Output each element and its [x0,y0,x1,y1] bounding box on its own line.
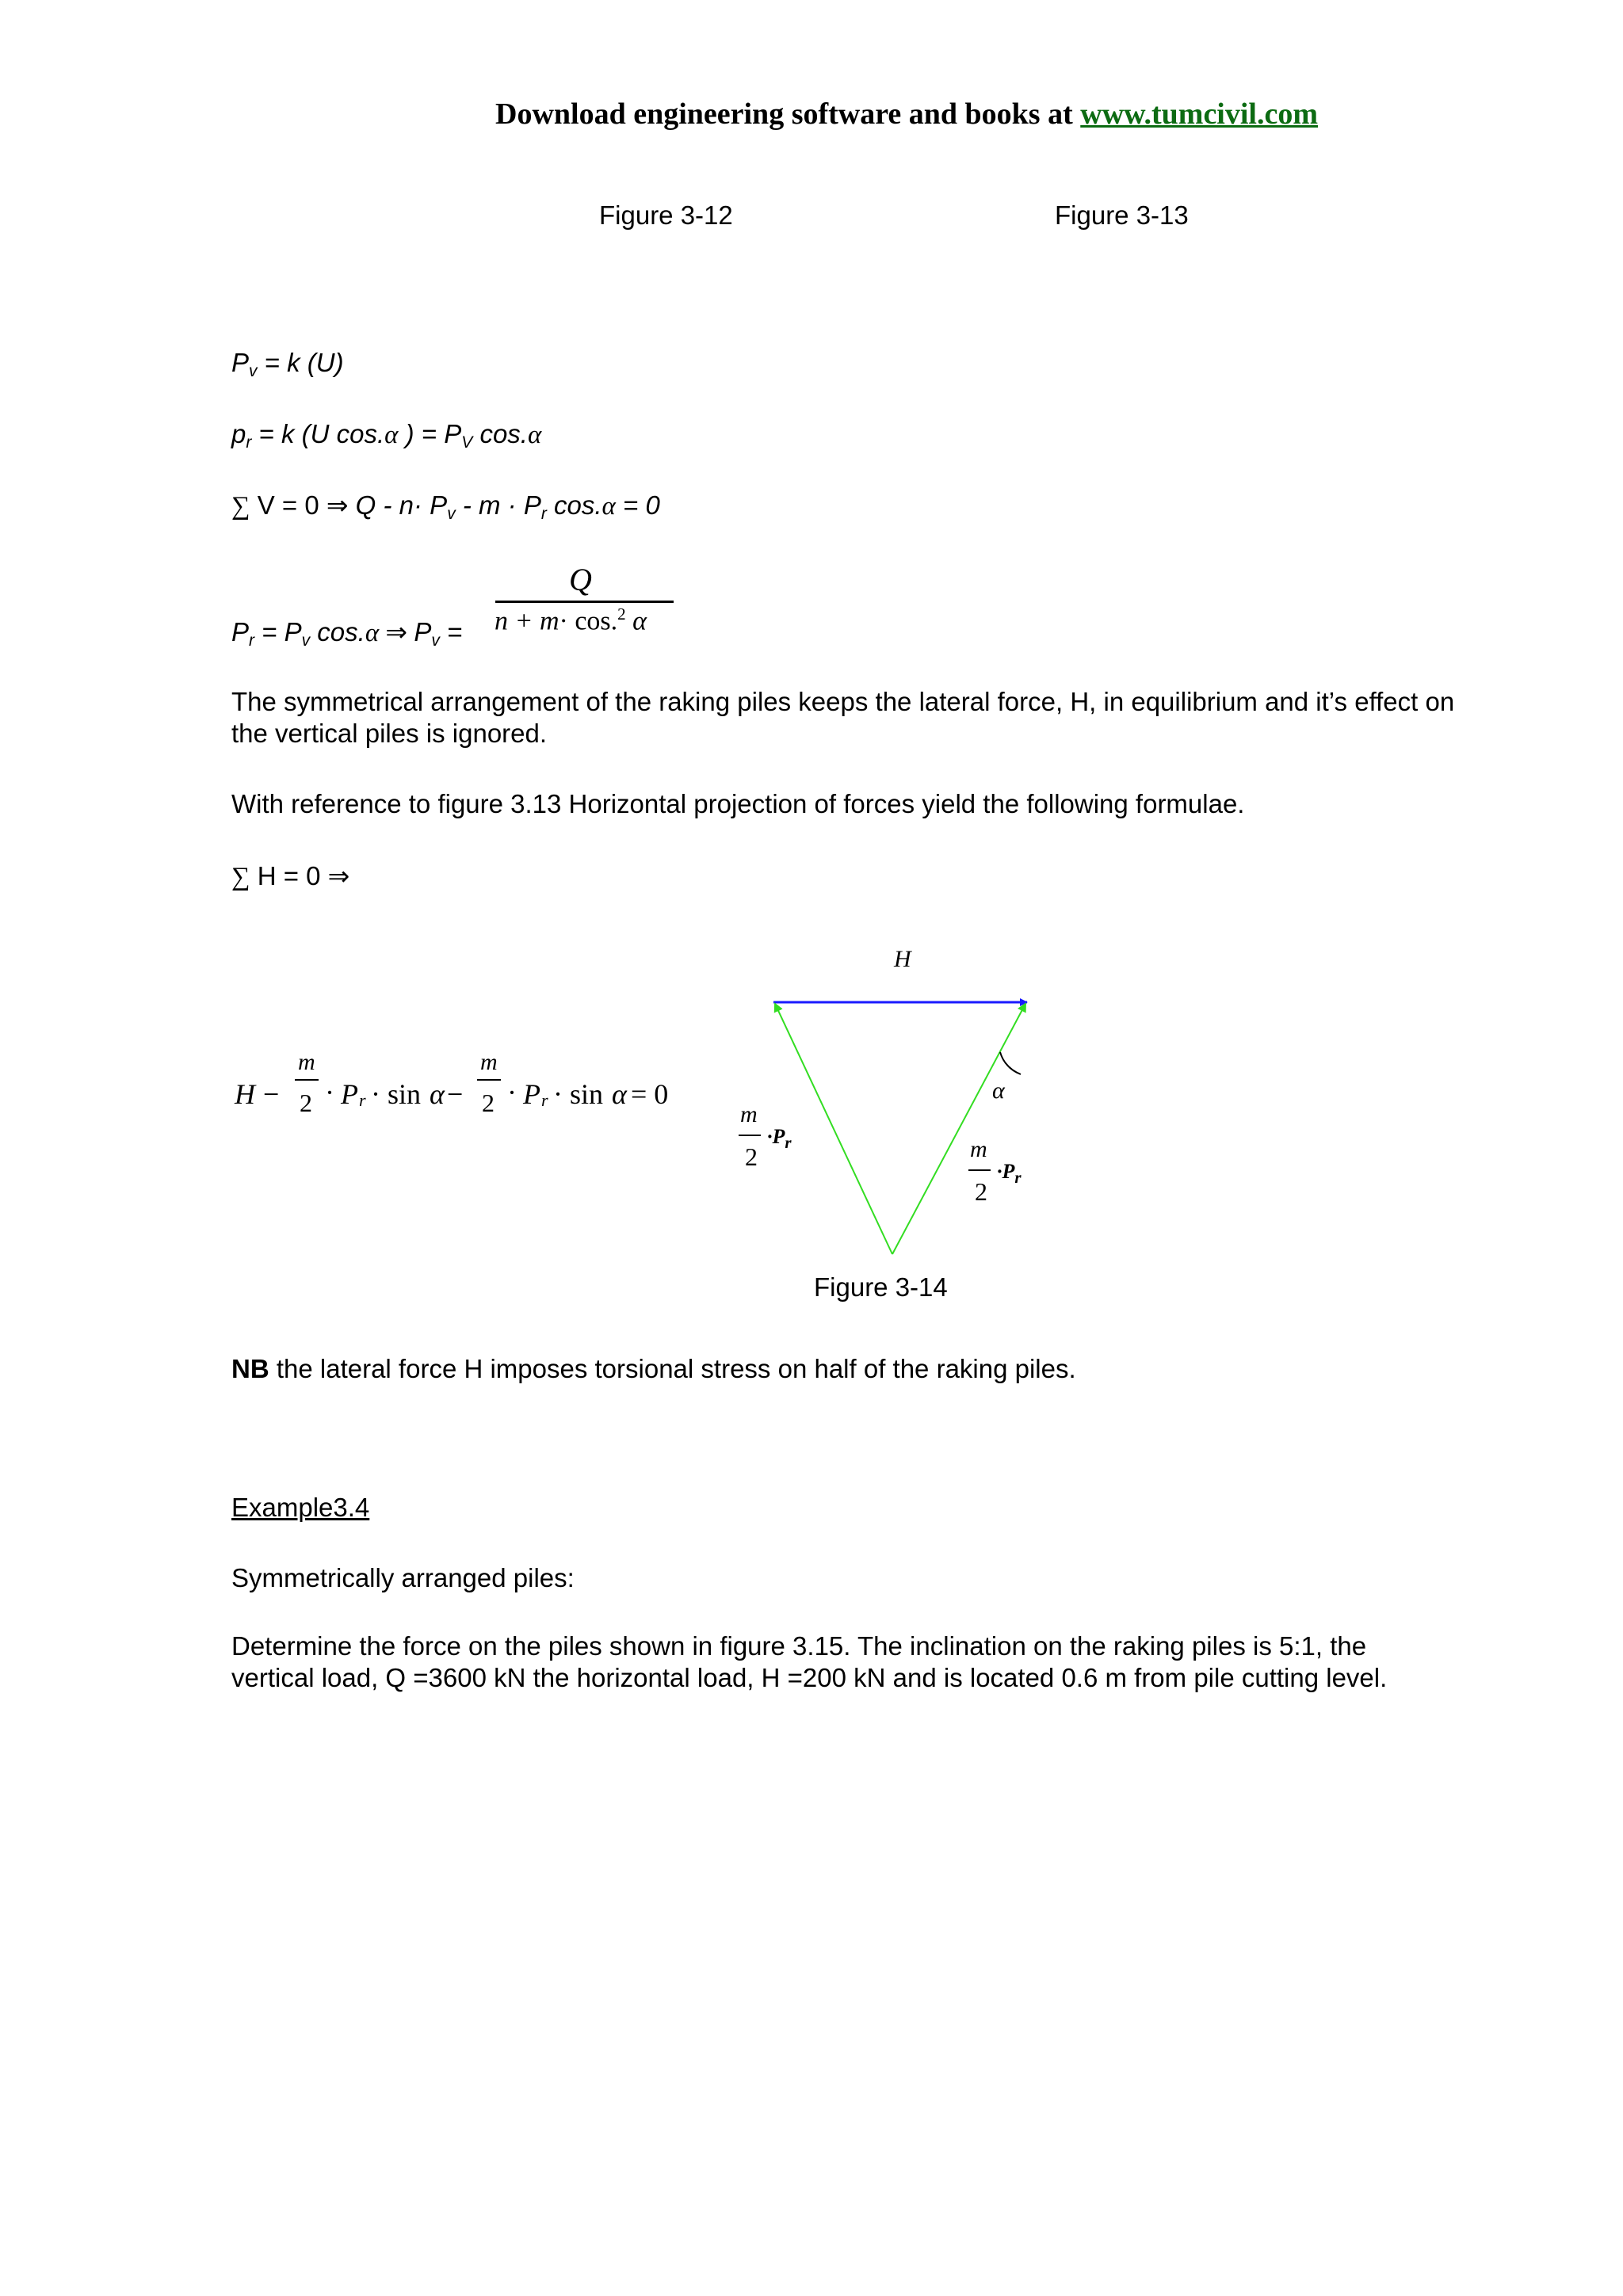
sum-symbol: ∑ [231,492,250,521]
fraction-denominator [495,605,647,636]
equation-horizontal-balance [235,1049,710,1150]
eq-text: = k (U cos. [251,419,385,448]
eq-text: ) = P [398,419,462,448]
eq-symbol: p [231,419,246,448]
sin-text: · sin [553,1078,610,1110]
equation-sum-v [231,490,660,530]
frac-bar [477,1079,501,1081]
eq-text: cos. [472,419,528,448]
implies-symbol: ⇒ [327,863,350,891]
example-title [231,1492,369,1524]
force-triangle-diagram [713,935,1062,1268]
label-r: r [1014,1168,1022,1187]
eq-symbol: P [231,617,250,646]
eq-subscript: r [249,631,255,650]
figure-3-14-caption: Figure 3-14 [814,1272,948,1302]
eq-text: cos. [310,617,365,646]
label-h: H [894,946,911,972]
den-power: 2 [617,605,626,624]
label-r: r [785,1133,792,1152]
label-alpha: α [992,1077,1005,1104]
frac-num: m [298,1049,315,1075]
equation-pv [231,347,344,387]
label-m-right: m [970,1136,987,1162]
dot-symbol: · [325,1077,334,1108]
nb-label: NB [231,1354,269,1383]
eq-text: cos. [546,490,602,520]
eq-subscript: v [301,631,311,650]
label-p: ·P [767,1125,785,1148]
alpha-symbol: α [527,421,542,449]
eq-subscript: r [540,505,547,523]
eq-text: H = 0 [250,861,328,891]
paragraph-problem-statement: Determine the force on the piles shown in figure 3.15. The inclination on the raking piles is 5:1, the vertical load, Q =3600 kN the horizontal load, H =200 kN and is located 0.6 m from pile cutting level. [231,1631,1388,1692]
label-frac-bar-left [739,1135,761,1136]
label-2-left: 2 [745,1142,758,1171]
eq-subscript: r [359,1090,366,1110]
eq-text: - m · P [455,490,541,520]
alpha-symbol: α [384,421,399,449]
equation-pr [231,418,541,459]
figure-3-12-caption: Figure 3-12 [599,200,733,230]
eq-text: V = 0 [250,490,327,520]
angle-arc [1000,1052,1021,1074]
eq-subscript: v [431,631,440,650]
eq-text: Q - n· P [348,490,448,520]
eq-symbol: P [231,348,250,377]
paragraph-reference: With reference to figure 3.13 Horizontal projection of forces yield the following formulae. [231,789,1245,818]
eq-subscript: V [461,433,473,452]
den-text: n + m [495,606,559,636]
alpha-symbol: α [430,1078,445,1110]
eq-subscript: r [541,1090,548,1110]
paragraph-nb [231,1353,1484,1385]
eq-text: = k (U) [257,348,344,377]
implies-symbol: ⇒ [379,619,414,647]
minus-symbol: − [263,1078,280,1110]
label-m-left: m [740,1101,758,1127]
label-pr-left [767,1125,792,1153]
figure-3-13-caption: Figure 3-13 [1055,200,1189,230]
eq-symbol: P [523,1078,540,1110]
eq-text: = 0 [631,1078,669,1110]
frac-num: m [480,1049,498,1075]
alpha-symbol: α [365,619,380,647]
eq-symbol: P [341,1078,358,1110]
eq-symbol: H [235,1078,255,1110]
banner-text: Download engineering software and books at [495,97,1081,131]
label-2-right: 2 [975,1177,987,1206]
example-title-text: Example3.4 [231,1493,370,1522]
frac-bar [295,1079,319,1081]
label-frac-bar-right [968,1169,991,1171]
frac-den: 2 [482,1089,495,1117]
dot-symbol: · [507,1077,517,1108]
eq-subscript: r [246,433,252,452]
eq-text: = 0 [615,490,660,520]
den-dot: · [559,606,568,636]
eq-subscript: v [249,362,258,380]
frac-den: 2 [300,1089,312,1117]
eq-text: = P [254,617,302,646]
eq-subscript: v [447,505,456,523]
minus-symbol: − [447,1078,464,1110]
fraction-bar [495,601,674,603]
equation-sum-h [231,860,349,893]
alpha-symbol: α [601,492,616,521]
eq-symbol: P [414,617,432,646]
sin-text: · sin [371,1078,428,1110]
fraction-numerator: Q [569,562,592,597]
den-cos: cos. [567,606,618,636]
left-raking-force-arrow [775,1004,892,1254]
implies-symbol: ⇒ [326,492,349,521]
download-banner [495,97,1318,132]
paragraph-symmetrical: The symmetrical arrangement of the raking piles keeps the lateral force, H, in equilibrium and it’s effect on the vertical piles is ignored. [231,687,1455,748]
banner-link[interactable]: www.tumcivil.com [1080,97,1318,131]
alpha-symbol: α [612,1078,627,1110]
sum-symbol: ∑ [231,863,250,891]
right-raking-force-arrow [892,1004,1025,1254]
label-p: ·P [997,1160,1015,1183]
equation-pv-solution [231,616,462,657]
den-alpha: α [625,606,647,636]
eq-text: = [439,617,463,646]
label-pr-right [997,1160,1022,1188]
paragraph-symmetric-piles: Symmetrically arranged piles: [231,1563,575,1592]
nb-text: the lateral force H imposes torsional stress on half of the raking piles. [269,1354,1076,1383]
